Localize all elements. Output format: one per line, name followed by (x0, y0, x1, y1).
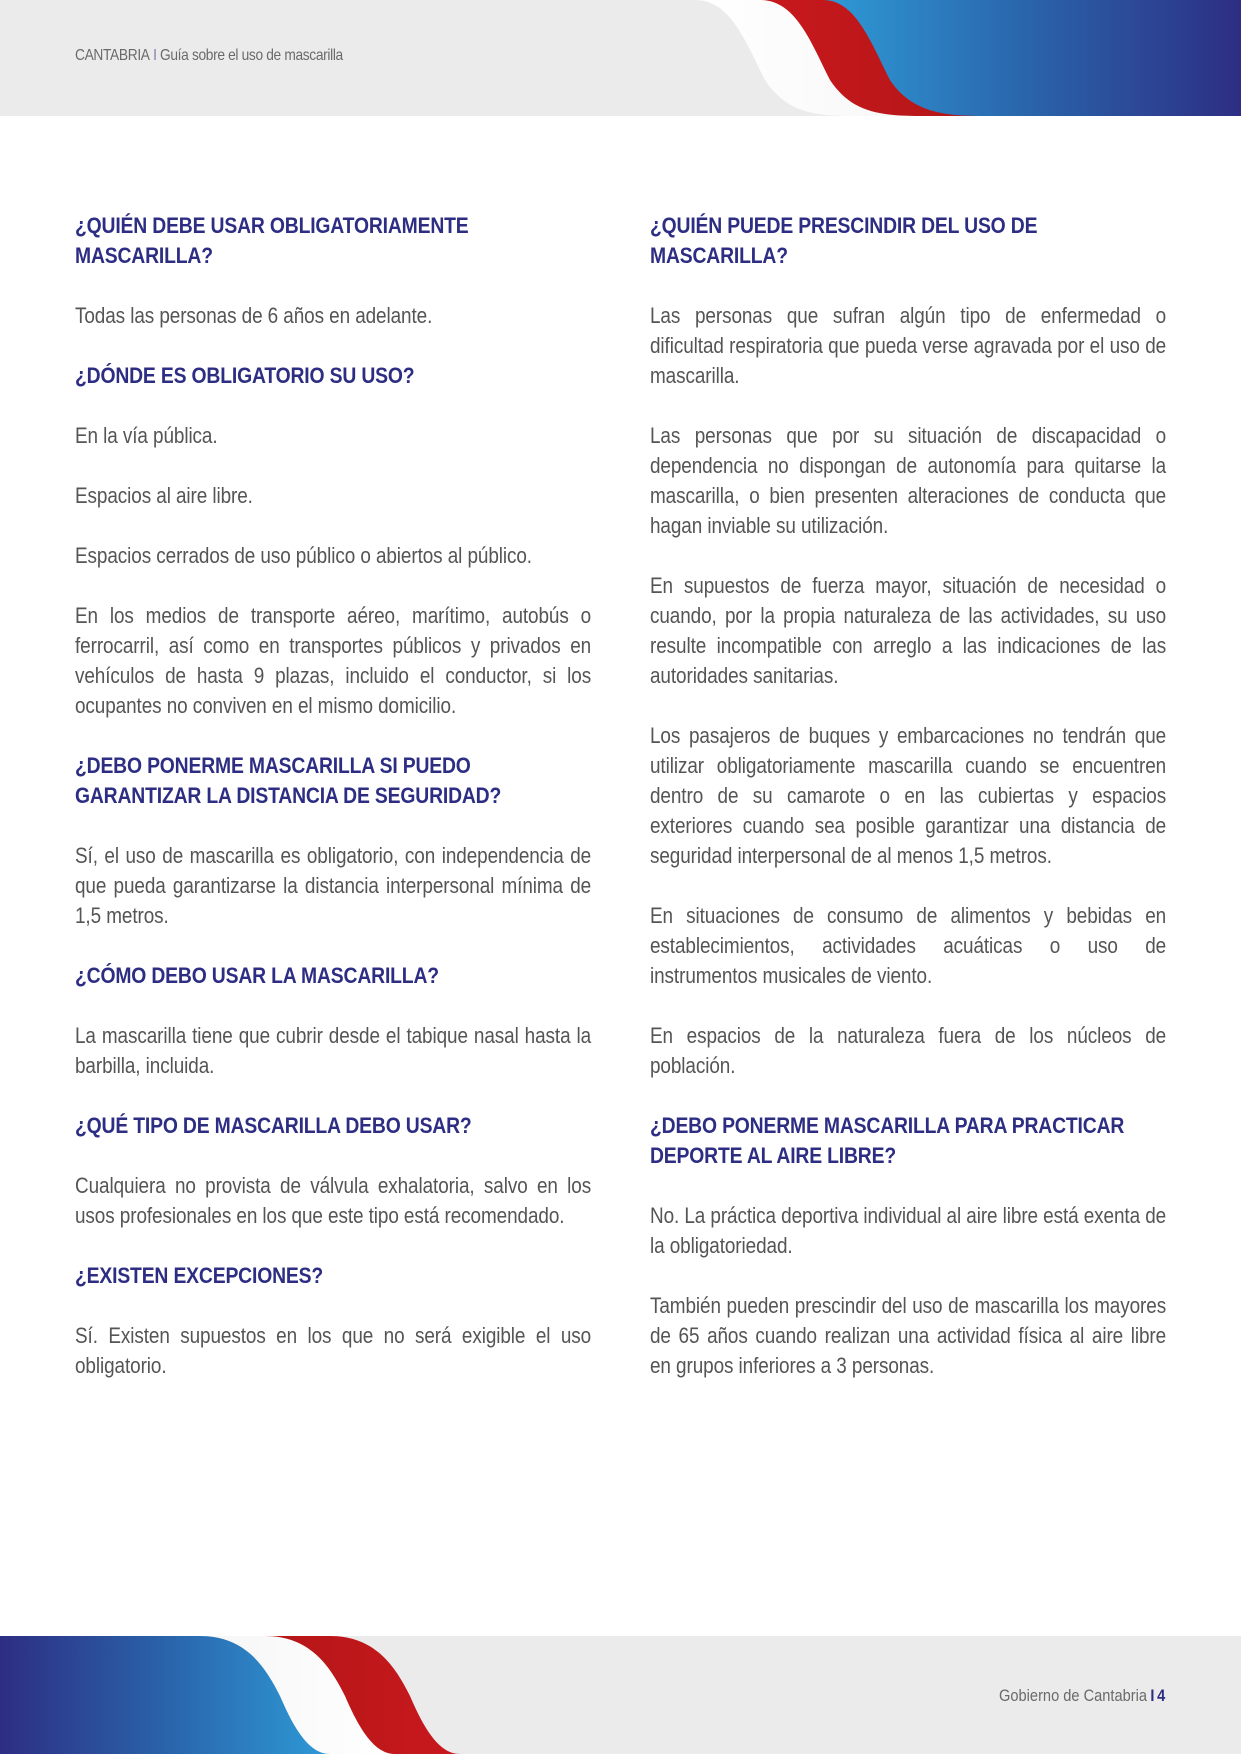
paragraph: Todas las personas de 6 años en adelante. (75, 303, 433, 328)
paragraph: Las personas que sufran algún tipo de enfermedad o dificultad respiratoria que pueda verse agravada por el uso de mascarilla. (650, 303, 1167, 388)
paragraph: En los medios de transporte aéreo, marítimo, autobús o ferrocarril, así como en transportes públicos y privados en vehículos de hasta 9 plazas, incluido el conductor, si los ocupantes no conviven en el mismo domicilio. (75, 603, 592, 718)
right-column (650, 211, 1166, 1411)
footer-label (999, 1686, 1165, 1706)
paragraph: Espacios cerrados de uso público o abiertos al público. (75, 543, 532, 568)
page-number: 4 (1156, 1686, 1165, 1705)
section-heading: ¿CÓMO DEBO USAR LA MASCARILLA? (75, 963, 439, 988)
paragraph: En espacios de la naturaleza fuera de los núcleos de población. (650, 1023, 1167, 1078)
section-heading: ¿QUIÉN PUEDE PRESCINDIR DEL USO DE MASCARILLA? (650, 213, 1038, 268)
page-header (0, 0, 1241, 116)
left-column (75, 211, 591, 1411)
footer-publisher: Gobierno de Cantabria (998, 1686, 1147, 1705)
section-heading: ¿QUÉ TIPO DE MASCARILLA DEBO USAR? (75, 1113, 472, 1138)
paragraph: Cualquiera no provista de válvula exhalatoria, salvo en los usos profesionales en los que este tipo está recomendado. (75, 1173, 592, 1228)
paragraph: En situaciones de consumo de alimentos y bebidas en establecimientos, actividades acuáticas o uso de instrumentos musicales de viento. (650, 903, 1167, 988)
paragraph: Los pasajeros de buques y embarcaciones no tendrán que utilizar obligatoriamente mascarilla cuando se encuentren dentro de su camarote o en las cubiertas y espacios exteriores cuando sea posible garantizar una distancia de seguridad interpersonal de al menos 1,5 metros. (650, 723, 1167, 868)
footer-wave-graphic (0, 1636, 620, 1754)
paragraph: Sí, el uso de mascarilla es obligatorio, con independencia de que pueda garantizarse la distancia interpersonal mínima de 1,5 metros. (75, 843, 592, 928)
paragraph: Las personas que por su situación de discapacidad o dependencia no dispongan de autonomía para quitarse la mascarilla, o bien presenten alteraciones de conducta que hagan inviable su utilización. (650, 423, 1167, 538)
paragraph: También pueden prescindir del uso de mascarilla los mayores de 65 años cuando realizan una actividad física al aire libre en grupos inferiores a 3 personas. (650, 1293, 1167, 1378)
paragraph: La mascarilla tiene que cubrir desde el tabique nasal hasta la barbilla, incluida. (75, 1023, 592, 1078)
paragraph: Sí. Existen supuestos en los que no será exigible el uso obligatorio. (75, 1323, 592, 1378)
paragraph: No. La práctica deportiva individual al aire libre está exenta de la obligatoriedad. (650, 1203, 1167, 1258)
section-heading: ¿DEBO PONERME MASCARILLA SI PUEDO GARANTIZAR LA DISTANCIA DE SEGURIDAD? (75, 753, 502, 808)
header-brand: CANTABRIA (75, 47, 150, 64)
header-wave-graphic (620, 0, 1241, 116)
paragraph: En supuestos de fuerza mayor, situación de necesidad o cuando, por la propia naturaleza de las actividades, su uso resulte incompatible con arreglo a las indicaciones de las autoridades sanitarias. (650, 573, 1167, 688)
section-heading: ¿EXISTEN EXCEPCIONES? (75, 1263, 323, 1288)
section-heading: ¿QUIÉN DEBE USAR OBLIGATORIAMENTE MASCARILLA? (75, 213, 469, 268)
header-separator: I (153, 47, 157, 64)
paragraph: Espacios al aire libre. (75, 483, 253, 508)
paragraph: En la vía pública. (75, 423, 218, 448)
running-header (75, 47, 343, 65)
footer-separator: I (1150, 1686, 1155, 1705)
header-title: Guía sobre el uso de mascarilla (160, 47, 343, 64)
section-heading: ¿DEBO PONERME MASCARILLA PARA PRACTICAR DEPORTE AL AIRE LIBRE? (650, 1113, 1125, 1168)
section-heading: ¿DÓNDE ES OBLIGATORIO SU USO? (75, 363, 415, 388)
